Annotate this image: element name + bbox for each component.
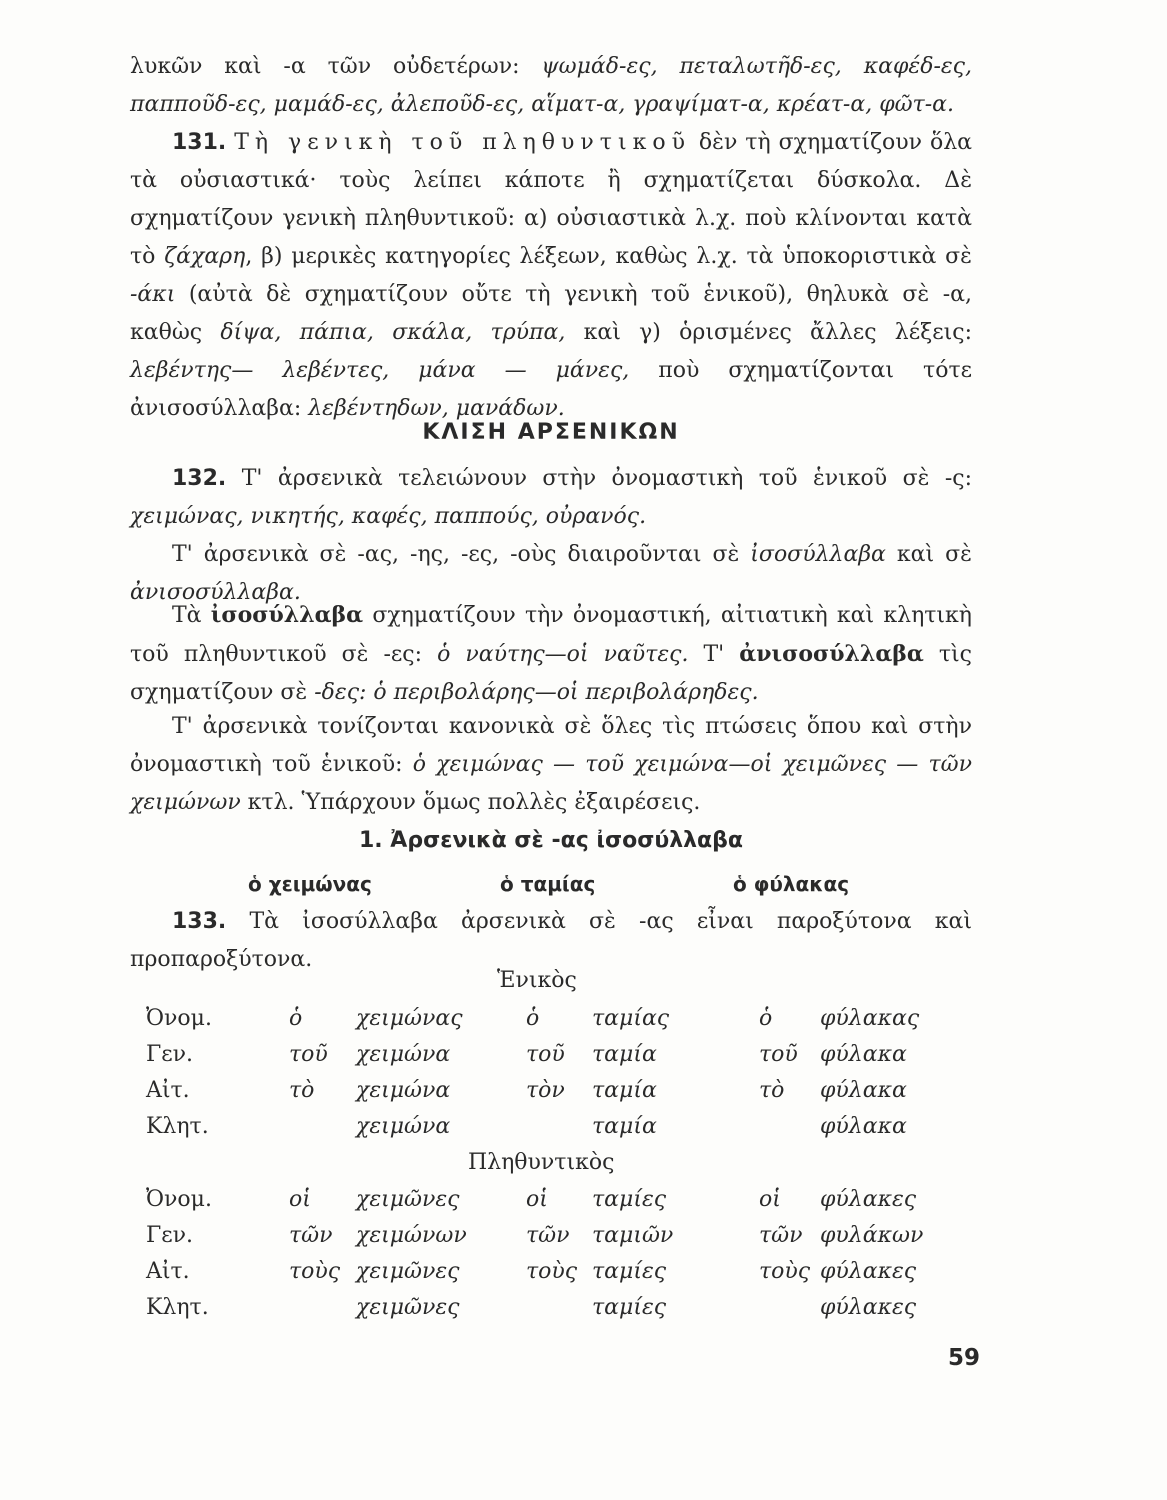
table-row — [0, 1006, 1167, 1042]
noun-cell: φύλακας — [820, 1006, 920, 1031]
article-cell: οἱ — [759, 1187, 781, 1212]
case-label: Αἰτ. — [146, 1259, 190, 1284]
text: τὶς σχηματίζουν σὲ — [130, 642, 972, 705]
text: καὶ σὲ — [885, 542, 972, 567]
noun-cell: φύλακα — [820, 1078, 907, 1103]
paragraph-132-4 — [130, 708, 972, 822]
table-row — [0, 1114, 1167, 1150]
example: δίψα, πάπια, σκάλα, τρύπα, — [220, 320, 566, 345]
noun-cell: φυλάκων — [820, 1223, 924, 1248]
article-cell: οἱ — [289, 1187, 311, 1212]
article-cell: ὁ — [759, 1006, 773, 1031]
case-label: Αἰτ. — [146, 1078, 190, 1103]
intro-paragraph — [130, 48, 972, 124]
noun-cell: ταμίες — [592, 1187, 667, 1212]
article-cell: τὸ — [289, 1078, 315, 1103]
paragraph-number: 132. — [172, 466, 227, 491]
case-label: Γεν. — [146, 1042, 194, 1067]
text: Τ' — [688, 642, 740, 667]
paragraph-number: 133. — [172, 909, 227, 934]
case-label: Ὀνομ. — [146, 1006, 212, 1031]
article-cell: τοὺς — [526, 1259, 578, 1284]
article-cell: τοῦ — [526, 1042, 565, 1067]
noun-cell: ταμία — [592, 1114, 657, 1139]
article-cell: τοῦ — [289, 1042, 328, 1067]
table-row — [0, 1295, 1167, 1331]
article-cell: ὁ — [526, 1006, 540, 1031]
noun-cell: ταμίες — [592, 1259, 667, 1284]
case-label: Γεν. — [146, 1223, 194, 1248]
article-cell: ὁ — [289, 1006, 303, 1031]
section-heading: ΚΛΙΣΗ ΑΡΣΕΝΙΚΩΝ — [422, 420, 680, 445]
noun-cell: φύλακες — [820, 1187, 917, 1212]
example: -δες: ὁ περιβολάρης—οἱ περιβολάρηδες. — [314, 680, 759, 705]
example: χειμώνας, νικητής, καφές, παππούς, οὐρανός. — [130, 504, 647, 529]
case-label: Κλητ. — [146, 1114, 209, 1139]
example: -άκι — [130, 282, 176, 307]
intro-text: λυκῶν καὶ -α τῶν οὐδετέρων: — [130, 54, 542, 79]
article-cell: τὸν — [526, 1078, 565, 1103]
text: (αὐτὰ δὲ σχηματίζουν οὔτε τὴ γενικὴ τοῦ ἑνικοῦ), θηλυκὰ σὲ -α, καθὼς — [130, 282, 972, 345]
noun-cell: χειμῶνες — [356, 1259, 460, 1284]
noun-cell: χειμῶνες — [356, 1295, 460, 1320]
bold-term: ἰσοσύλλαβα — [210, 602, 364, 628]
example-noun: ὁ χειμώνας — [248, 872, 372, 896]
table-row — [0, 1187, 1167, 1223]
example: ζάχαρη — [164, 244, 246, 269]
article-cell: τῶν — [289, 1223, 333, 1248]
example: ἰσοσύλλαβα — [750, 542, 886, 567]
plural-label: Πληθυντικὸς — [468, 1150, 615, 1175]
noun-cell: ταμιῶν — [592, 1223, 674, 1248]
spaced-term: Τὴ γενικὴ τοῦ πληθυντικοῦ — [234, 130, 691, 155]
article-cell: τοὺς — [289, 1259, 341, 1284]
noun-cell: φύλακες — [820, 1259, 917, 1284]
noun-cell: ταμίες — [592, 1295, 667, 1320]
noun-cell: χειμώνας — [356, 1006, 463, 1031]
intro-examples: ψωμάδ-ες, πεταλωτῆδ-ες, καφέδ-ες, παπποῦδ-ες, μαμάδ-ες, ἀλεποῦδ-ες, αἵματ-α, γραψίματ-α, κρέατ-α, φῶτ-α. — [130, 54, 973, 117]
article-cell: τῶν — [759, 1223, 803, 1248]
article-cell: τῶν — [526, 1223, 570, 1248]
noun-cell: χειμώνα — [356, 1114, 451, 1139]
text: Τ' ἀρσενικὰ τελειώνουν στὴν ὀνομαστικὴ τοῦ ἑνικοῦ σὲ -ς: — [226, 466, 972, 491]
case-label: Κλητ. — [146, 1295, 209, 1320]
text: Τ' ἀρσενικὰ τονίζονται κανονικὰ σὲ ὅλες τὶς πτώσεις ὅπου καὶ στὴν ὀνομαστικὴ τοῦ ἑνικοῦ: — [130, 714, 972, 777]
text: Τ' ἀρσενικὰ σὲ -ας, -ης, -ες, -οὺς διαιροῦνται σὲ — [172, 542, 751, 567]
case-label: Ὀνομ. — [146, 1187, 212, 1212]
paragraph-132-3 — [130, 596, 972, 712]
text: δὲν τὴ σχηματίζουν ὅλα τὰ οὐσιαστικά· τοὺς λείπει κάποτε ἢ σχηματίζεται δύσκολα. Δὲ σχηματίζουν γενικὴ πληθυντικοῦ: α) οὐσιαστικὰ λ.χ. ποὺ κλίνονται κατὰ τὸ — [130, 130, 972, 269]
table-row — [0, 1042, 1167, 1078]
example-noun: ὁ φύλακας — [733, 872, 850, 896]
text: καὶ γ) ὁρισμένες ἄλλες λέξεις: — [565, 320, 973, 345]
article-cell: οἱ — [526, 1187, 548, 1212]
example-noun: ὁ ταμίας — [500, 872, 596, 896]
noun-cell: χειμώνα — [356, 1078, 451, 1103]
noun-cell: φύλακα — [820, 1042, 907, 1067]
example: ἀνισοσύλλαβα. — [130, 580, 301, 605]
example: ὁ ναύτης—οἱ ναῦτες. — [437, 642, 689, 667]
article-cell: τὸ — [759, 1078, 785, 1103]
paragraph-132 — [130, 460, 972, 536]
text: Τὰ ἰσοσύλλαβα ἀρσενικὰ σὲ -ας εἶναι παροξύτονα καὶ προπαροξύτονα. — [130, 909, 972, 972]
example: λεβέντης— λεβέντες, μάνα — μάνες, — [130, 358, 630, 383]
paragraph-number: 131. — [172, 130, 227, 155]
example: ὁ χειμώνας — τοῦ χειμώνα—οἱ χειμῶνες — τῶν χειμώνων — [130, 752, 972, 815]
singular-label: Ἑνικὸς — [497, 968, 577, 993]
subsection-heading: 1. Ἀρσενικὰ σὲ -ας ἰσοσύλλαβα — [358, 828, 744, 853]
noun-cell: χειμώνα — [356, 1042, 451, 1067]
table-row — [0, 1259, 1167, 1295]
table-row — [0, 1223, 1167, 1259]
table-row — [0, 1078, 1167, 1114]
noun-cell: φύλακα — [820, 1114, 907, 1139]
page-number: 59 — [948, 1345, 981, 1371]
noun-cell: ταμία — [592, 1042, 657, 1067]
example: λεβέντηδων, μανάδων. — [308, 396, 565, 421]
noun-cell: ταμία — [592, 1078, 657, 1103]
text: Τὰ — [172, 603, 211, 628]
article-cell: τοὺς — [759, 1259, 811, 1284]
noun-cell: χειμῶνες — [356, 1187, 460, 1212]
noun-cell: χειμώνων — [356, 1223, 467, 1248]
text: , β) μερικὲς κατηγορίες λέξεων, καθὼς λ.χ. τὰ ὑποκοριστικὰ σὲ — [245, 244, 972, 269]
text: κτλ. Ὑπάρχουν ὅμως πολλὲς ἐξαιρέσεις. — [240, 790, 701, 815]
bold-term: ἀνισοσύλλαβα — [739, 641, 924, 667]
article-cell: τοῦ — [759, 1042, 798, 1067]
noun-cell: ταμίας — [592, 1006, 670, 1031]
text: ποὺ σχηματίζονται τότε ἀνισοσύλλαβα: — [130, 358, 973, 421]
noun-cell: φύλακες — [820, 1295, 917, 1320]
example-nouns — [130, 872, 972, 902]
text: σχηματίζουν τὴν ὀνομαστική, αἰτιατικὴ καὶ κλητικὴ τοῦ πληθυντικοῦ σὲ -ες: — [130, 603, 972, 667]
paragraph-131 — [130, 124, 972, 428]
